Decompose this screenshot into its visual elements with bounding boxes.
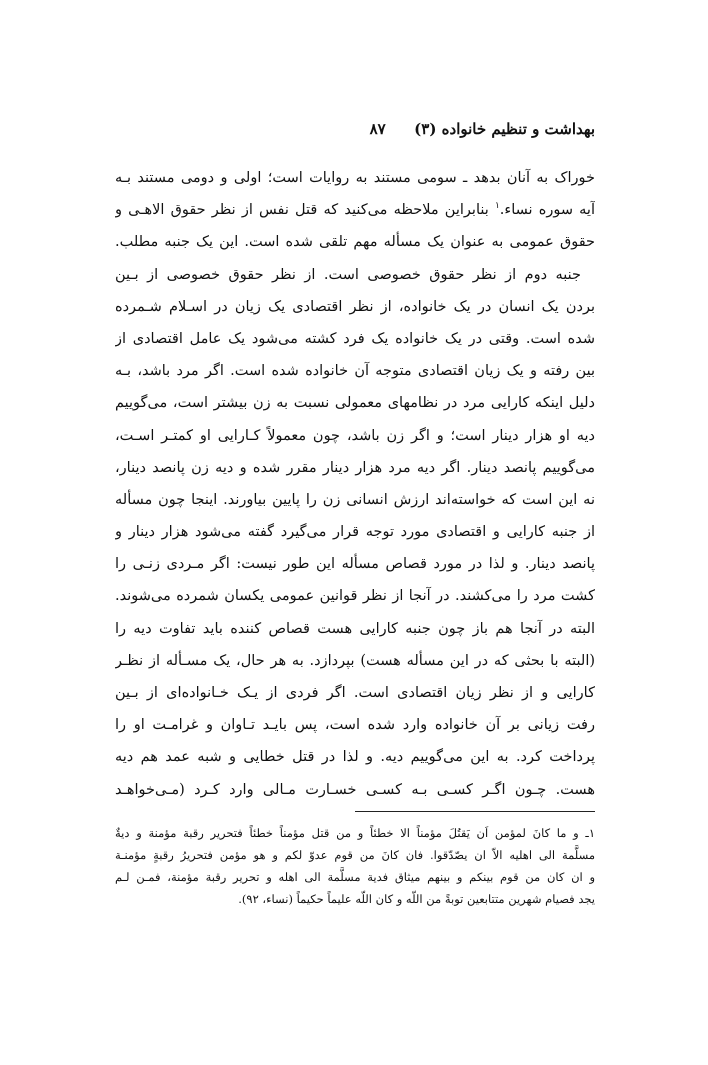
body-line: پانصد دینار. و لذا در مورد قصاص مسأله این طور نیست: اگر مـردی زنـی را bbox=[115, 556, 595, 573]
body-line-text: آیه سوره نساء. bbox=[499, 202, 595, 219]
body-line: حقوق عمومی به عنوان یک مسأله مهم تلقی شده است. این یک جنبه مطلب. bbox=[115, 234, 595, 251]
footnotes bbox=[115, 822, 595, 910]
body-line: دلیل اینکه کارایی مرد در نظامهای معمولی نسبت به زن بیشتر است، می‌گوییم bbox=[115, 395, 595, 412]
footnote-line: یجد فصیام شهرین متتابعین توبةً من اللّه و کان اللّه علیماً حکیماً (نساء، ۹۲). bbox=[238, 892, 595, 906]
body-line: می‌گوییم پانصد دینار. اگر دیه مرد هزار دینار مقرر شده و دیه زن پانصد دینار، bbox=[115, 459, 595, 476]
page-number: ۸۷ bbox=[369, 120, 386, 138]
body-line: هست. چـون اگـر کسـی بـه کسـی خسـارت مـالی وارد کـرد (مـی‌خواهـد bbox=[115, 781, 595, 798]
footnote-ref: ۱ bbox=[494, 201, 500, 212]
body-line: پرداخت کرد. به این می‌گوییم دیه. و لذا در قتل خطایی و شبه عمد هم دیه bbox=[115, 749, 595, 766]
body-line: رفت زیانی بر آن خانواده وارد شده است، پس بایـد تـاوان و غرامـت او را bbox=[115, 717, 595, 734]
body-line: (البته با بحثی که در این مسأله هست) بپردازد. به هر حال، یک مسـأله از نظـر bbox=[115, 652, 595, 669]
body-line-text: بنابراین ملاحظه می‌کنید که قتل نفس از نظر حقوق الاهـی و bbox=[115, 202, 489, 219]
body-line: شده است. وقتی در یک خانواده یک فرد کشته می‌شود یک عامل اقتصادی از bbox=[115, 330, 595, 347]
body-line: جنبه دوم از نظر حقوق خصوصی است. از نظر حقوق خصوصی از بـین bbox=[115, 266, 581, 283]
body-line: خوراک به آنان بدهد ـ سومی مستند به روایات است؛ اولی و دومی مستند بـه bbox=[115, 170, 595, 186]
body-line: البته در آنجا هم باز چون جنبه کارایی هست قصاص کننده باید تفاوت دیه را bbox=[115, 620, 595, 637]
body-line: دیه او هزار دینار است؛ و اگر زن باشد، چون معمولاً کـارایی او کمتـر اسـت، bbox=[115, 427, 595, 444]
body-line: بین رفته و یک زیان اقتصادی متوجه آن خانواده شده است. اگر مرد باشد، بـه bbox=[115, 363, 595, 380]
body-line: از جنبه کارایی و اقتصادی مورد توجه قرار می‌گیرد گفته می‌شود هزار دینار و bbox=[115, 524, 595, 541]
body-line: کشت مرد را می‌کشند. در آنجا از نظر قوانین عمومی یکسان شمرده می‌شوند. bbox=[115, 588, 595, 605]
running-title: بهداشت و تنظیم خانواده (۳) bbox=[414, 120, 595, 138]
footnote-line: و ان کان من قوم بینکم و بینهم میثاق فدیة مسلَّمة الی اهله و تحریر رقبة مؤمنة، فمـن لـم bbox=[115, 870, 595, 884]
body-line: کارایی و از نظر زیان اقتصادی است. اگر فردی از یـک خـانواده‌ای از بـین bbox=[115, 685, 595, 701]
footnote-line: مسلَّمة الی اهلیه الاّ ان یصّدّقوا. فان کانَ من قوم عدوّ لکم و هو مؤمن فتحریرُ رقبةٍ مؤمنـة bbox=[115, 848, 595, 862]
body-line: بردن یک انسان در یک خانواده، از نظر اقتصادی یک زیان در اسـلام شـمرده bbox=[115, 298, 595, 315]
body-line bbox=[115, 194, 595, 226]
body-text bbox=[115, 162, 595, 806]
footnote-divider bbox=[355, 811, 595, 812]
footnote-line: ۱ـ و ما کانَ لمؤمن اَن یَقتُلَ مؤمناً الا خطئاً و من قتل مؤمناً خطئاً فتحریر رقبة مؤمنة و دیةٌ bbox=[115, 826, 595, 840]
page-header bbox=[115, 120, 595, 144]
body-line: نه این است که خواسته‌اند ارزش انسانی زن را پایین بیاورند. اینجا چون مسأله bbox=[115, 491, 595, 508]
